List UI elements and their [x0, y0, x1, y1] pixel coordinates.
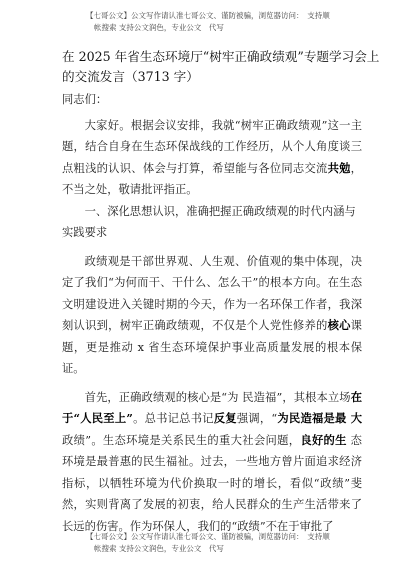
- bold-text: 共勉: [327, 160, 351, 175]
- title-line-2: 的交流发言（3713 字）: [62, 69, 199, 84]
- bold-text: 在于“人民至上”: [62, 389, 362, 425]
- paragraph-people-first: [62, 387, 362, 538]
- bold-text: 核心: [327, 318, 351, 332]
- header-line-2: 帐搜索 支持公文润色，专业公文 代写: [94, 23, 224, 32]
- bold-text: 为民造福是最 大: [277, 411, 362, 425]
- page-header: [86, 10, 386, 34]
- salutation: 同志们：: [62, 93, 108, 106]
- paragraph-political-view: [62, 251, 362, 380]
- page-footer: [86, 531, 386, 555]
- footer-line-1: 【七哥公文】公文写作请认准七哥公文、谨防被骗，浏览器访问： 支持顺: [86, 532, 330, 541]
- footer-line-2: 帐搜索 支持公文润色，专业公文 代写: [94, 544, 224, 553]
- paragraph-text: 大家好。根据会议安排，我就“树牢正确政绩观”这一主题，结合自身在生态环保战线的工作经历，从个人角度谈三点粗浅的认识、体会与打算，希望能与各位同志交流: [62, 118, 362, 175]
- title-line-1: 在 2025 年省生态环境厅“树牢正确政绩观”专题学习会上: [62, 49, 380, 64]
- document-title: [62, 47, 380, 87]
- paragraph-text: 政绩观是干部世界观、人生观、价值观的集中体现，决定了我们“为何而干、干什么、怎么干”的根本方向。在生态文明建设进入关键时期的今天，作为一名环保工作者，我深刻认识到，树牢正确政绩观，不仅是个人党性修养的: [62, 254, 362, 332]
- bold-text: 良好的生: [300, 432, 347, 447]
- paragraph-text: 政绩”。生态环境是关系民生的重大社会问题，: [62, 433, 301, 447]
- paragraph-text: ，不当之处，敬请批评指正。: [62, 161, 362, 196]
- paragraph-text: 强调，“: [236, 412, 278, 425]
- section-heading-1: 一、深化思想认识，准确把握正确政绩观的时代内涵与实践要求: [62, 204, 356, 239]
- paragraph-text: 。总书记总书记: [132, 412, 214, 425]
- paragraph-opening: [62, 115, 362, 201]
- bold-text: 反复: [213, 411, 237, 425]
- header-line-1: 【七哥公文】公文写作请认准七哥公文、谨防被骗，浏览器访问： 支持顺: [86, 11, 330, 20]
- paragraph-text: 态环境是最普惠的民生福祉。过去，一些地方曾片面追求经济指标，以牺牲环境为代价换取一时的增长，看似“政绩”斐然，实则背离了发展的初衷，给人民群众的生产生活带来了长远的伤害。作为环保人，我们的“政绩”不在于审批了: [62, 433, 362, 533]
- paragraph-text: 课题，更是推动 x 省生态环境保护事业高质量发展的根本保 证。: [62, 319, 362, 375]
- document-body: [62, 89, 362, 537]
- paragraph-text: 首先，正确政绩观的核心是“为 民造福”，其根本立场: [84, 390, 351, 404]
